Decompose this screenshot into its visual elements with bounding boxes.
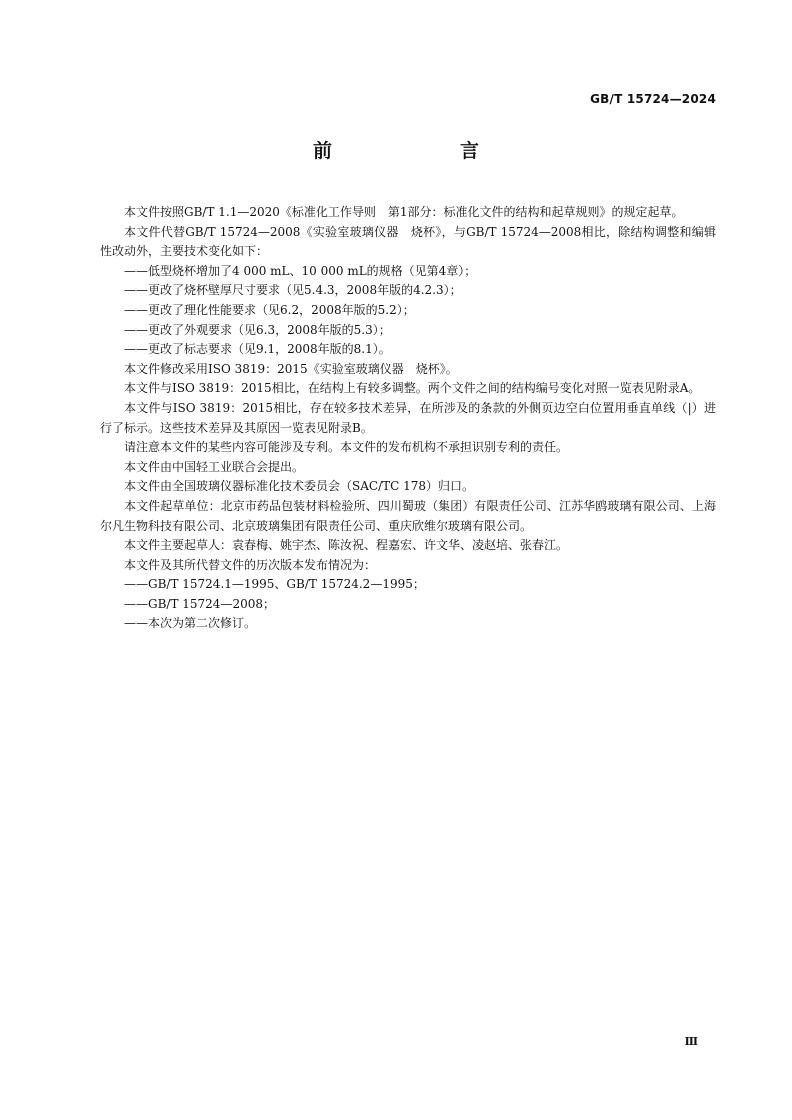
page-title: 前 言 xyxy=(312,140,509,162)
paragraph: 本文件修改采用ISO 3819：2015《实验室玻璃仪器 烧杯》。 xyxy=(124,361,458,376)
paragraph: 本文件按照GB/T 1.1—2020《标准化工作导则 第1部分：标准化文件的结构和起草规则》的规定起草。 xyxy=(124,205,684,219)
paragraph: 请注意本文件的某些内容可能涉及专利。本文件的发布机构不承担识别专利的责任。 xyxy=(124,440,569,455)
change-item: ——更改了外观要求（见6.3，2008年版的5.3）； xyxy=(124,322,391,337)
change-item: ——低型烧杯增加了4 000 mL、10 000 mL的规格（见第4章）； xyxy=(124,263,477,278)
history-item: ——本次为第二次修订。 xyxy=(124,616,257,631)
change-item: ——更改了标志要求（见9.1，2008年版的8.1）。 xyxy=(124,342,391,357)
paragraph: 本文件由中国轻工业联合会提出。 xyxy=(124,459,305,474)
paragraph: 本文件与ISO 3819：2015相比，在结构上有较多调整。两个文件之间的结构编号变化对照一览表见附录A。 xyxy=(124,381,701,396)
paragraph: 本文件起草单位：北京市药品包装材料检验所、四川蜀玻（集团）有限责任公司、江苏华鸥玻璃有限公司、上海尔凡生物科技有限公司、北京玻璃集团有限责任公司、重庆欣维尔玻璃有限公司。 xyxy=(100,498,716,533)
foreword-body xyxy=(100,203,716,634)
change-item: ——更改了理化性能要求（见6.2，2008年版的5.2）； xyxy=(124,302,415,317)
paragraph: 本文件代替GB/T 15724—2008《实验室玻璃仪器 烧杯》，与GB/T 15724—2008相比，除结构调整和编辑性改动外，主要技术变化如下： xyxy=(100,224,716,259)
paragraph: 本文件由全国玻璃仪器标准化技术委员会（SAC/TC 178）归口。 xyxy=(124,479,475,494)
history-item: ——GB/T 15724—2008； xyxy=(124,596,275,611)
standard-number: GB/T 15724—2024 xyxy=(590,92,716,106)
paragraph: 本文件与ISO 3819：2015相比，存在较多技术差异，在所涉及的条款的外侧页边空白位置用垂直单线（|）进行了标示。这些技术差异及其原因一览表见附录B。 xyxy=(100,400,716,435)
change-item: ——更改了烧杯壁厚尺寸要求（见5.4.3，2008年版的4.2.3）； xyxy=(124,283,462,298)
paragraph: 本文件及其所代替文件的历次版本发布情况为： xyxy=(124,557,377,572)
history-item: ——GB/T 15724.1—1995、GB/T 15724.2—1995； xyxy=(124,577,425,592)
paragraph: 本文件主要起草人：袁春梅、姚宇杰、陈汝祝、程嘉宏、许文华、凌赵培、张春江。 xyxy=(124,538,569,553)
page-number: Ⅲ xyxy=(684,1035,698,1048)
